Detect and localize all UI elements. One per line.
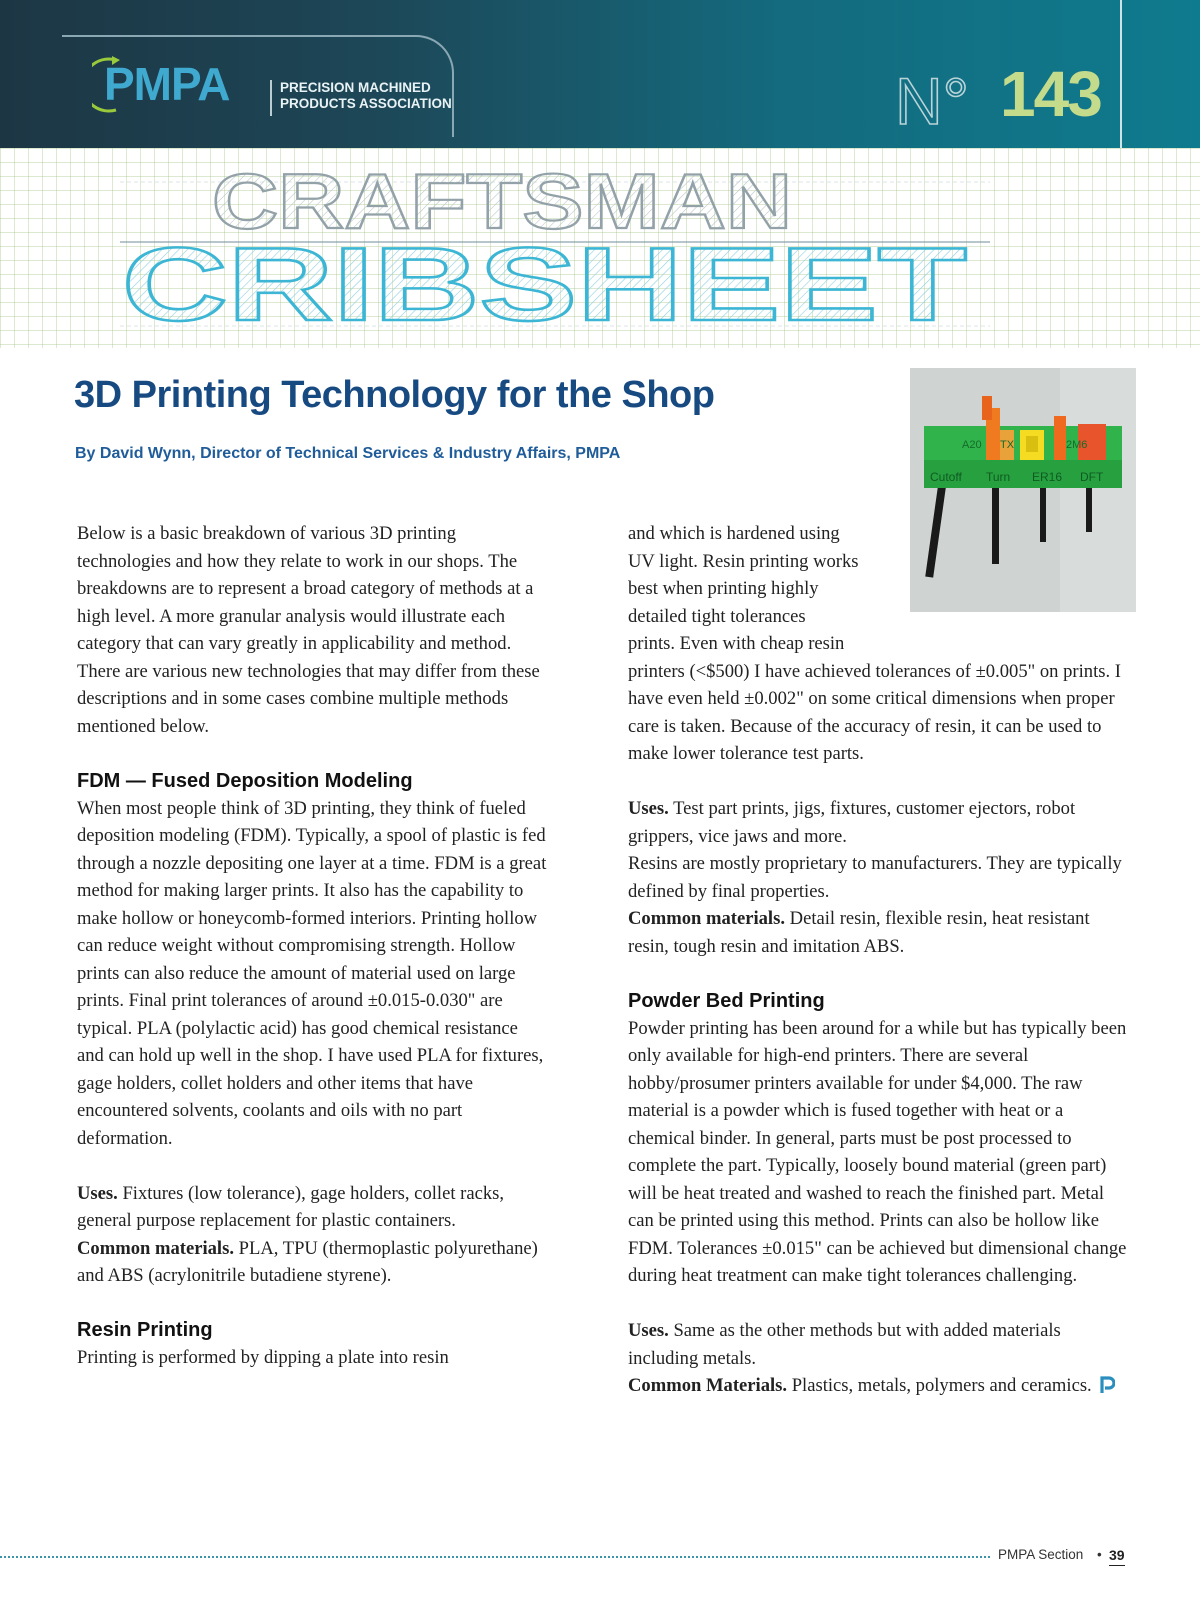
svg-text:Turn: Turn xyxy=(986,470,1011,484)
logo-subtitle xyxy=(280,80,480,112)
svg-text:DFT: DFT xyxy=(1080,470,1104,484)
intro-paragraph: Below is a basic breakdown of various 3D printing technologies and how they relate to work in our shops. The breakdowns are to represent a broad category of methods at a high level. A more granular analysis would illustrate each category that can vary greatly in applicability and method. There are various new technologies that may differ from these descriptions and in some cases combine multiple methods mentioned below. xyxy=(77,523,540,737)
svg-text:ER16: ER16 xyxy=(1032,470,1063,484)
resin-wrap-line: UV light. Resin printing works xyxy=(628,550,859,572)
powder-materials-label: Common Materials. xyxy=(628,1375,788,1396)
powder-materials xyxy=(628,1372,1128,1400)
banner-cribsheet: CRIBSHEET xyxy=(122,227,967,343)
resin-wrap-line: and which is hardened using xyxy=(628,523,840,544)
resin-body-rest: printers (<$500) I have achieved tolerances of ±0.005" on prints. I have even held ±0.002" on some critical dimensions when proper care is taken. Because of the accuracy of resin, it can be used to make lower tolerance test parts. xyxy=(628,660,1121,764)
powder-body: Powder printing has been around for a while but has typically been only available for high-end printers. There are several hobby/prosumer printers available for under $4,000. The raw material is a powder which is fused together with heat or a chemical binder. In general, parts must be post processed to complete the part. Typically, loosely bound material (green part) will be heat treated and washed to reach the finished part. Metal can be printed using this method. Prints can also be hollow like FDM. Tolerances ±0.015" can be achieved but dimensional change during heat treatment can make tight tolerances challenging. xyxy=(628,1017,1127,1286)
issue-label xyxy=(895,62,995,130)
fdm-heading: FDM — Fused Deposition Modeling xyxy=(77,769,413,792)
footer-section-label: PMPA Section xyxy=(998,1547,1084,1562)
banner-craftsman: CRAFTSMAN xyxy=(212,157,792,245)
logo-divider xyxy=(270,80,272,116)
resin-wrap-line: best when printing highly xyxy=(628,578,819,599)
issue-number: 143 xyxy=(1000,58,1101,130)
powder-uses xyxy=(628,1317,1128,1372)
pmpa-logo xyxy=(92,52,272,116)
left-column xyxy=(77,520,547,1372)
resin-wrap-line: prints. Even with cheap resin xyxy=(628,633,845,654)
resin-wrap-line: detailed tight tolerances xyxy=(628,605,806,627)
pmpa-end-mark-icon xyxy=(1100,1376,1115,1394)
resin-materials-text: Detail resin, flexible resin, heat resistant resin, tough resin and imitation ABS. xyxy=(628,908,1090,957)
resin-uses-text: Test part prints, jigs, fixtures, customer ejectors, robot grippers, vice jaws and more. xyxy=(628,798,1076,847)
footer-dotted-rule xyxy=(0,1556,990,1558)
fdm-uses xyxy=(77,1180,547,1235)
craftsman-cribsheet-banner xyxy=(0,148,1200,348)
fdm-materials-text: PLA, TPU (thermoplastic polyurethane) and ABS (acrylonitrile butadiene styrene). xyxy=(77,1237,538,1286)
svg-text:A20: A20 xyxy=(962,439,982,451)
fdm-materials xyxy=(77,1235,547,1290)
right-column xyxy=(628,520,1128,1400)
article-byline: By David Wynn, Director of Technical Services & Industry Affairs, PMPA xyxy=(75,445,621,462)
logo-line-2: PRODUCTS ASSOCIATION xyxy=(280,96,452,111)
resin-wrap-text xyxy=(628,520,1128,658)
resin-uses-label: Uses. xyxy=(628,798,669,819)
resin-materials-label: Common materials. xyxy=(628,908,785,929)
resin-note: Resins are mostly proprietary to manufacturers. They are typically defined by final properties. xyxy=(628,853,1122,902)
svg-text:N°: N° xyxy=(895,64,970,130)
article-title: 3D Printing Technology for the Shop xyxy=(74,374,715,416)
fdm-materials-label: Common materials. xyxy=(77,1237,234,1259)
powder-uses-text: Same as the other methods but with added materials including metals. xyxy=(628,1320,1061,1369)
fdm-body: When most people think of 3D printing, they think of fueled deposition modeling (FDM). Typically, a spool of plastic is fed through a nozzle depositing one layer at a time. FDM is a great method for making larger prints. It also has the capability to make hollow or honeycomb-formed interiors. Printing hollow can reduce weight without compromising strength. Hollow prints can also reduce the amount of material used on large prints. Final print tolerances of around ±0.015-0.030" are typical. PLA (polylactic acid) has good chemical resistance and can hold up well in the shop. I have used PLA for fixtures, gage holders, collet holders and other items that have encountered solvents, coolants and oils with no part deformation. xyxy=(77,797,547,1149)
fdm-uses-text: Fixtures (low tolerance), gage holders, collet racks, general purpose replacement for plastic containers. xyxy=(77,1182,505,1231)
page-number: 39 xyxy=(1109,1545,1125,1566)
svg-text:TX: TX xyxy=(1000,439,1015,451)
powder-uses-label: Uses. xyxy=(628,1320,669,1341)
resin-body-start: Printing is performed by dipping a plate into resin xyxy=(77,1347,449,1368)
svg-text:2M6: 2M6 xyxy=(1066,439,1088,451)
resin-uses xyxy=(628,795,1128,850)
powder-heading: Powder Bed Printing xyxy=(628,989,825,1012)
logo-line-1: PRECISION MACHINED xyxy=(280,80,431,95)
powder-materials-text: Plastics, metals, polymers and ceramics. xyxy=(787,1375,1092,1396)
svg-text:Cutoff: Cutoff xyxy=(930,470,962,484)
resin-materials xyxy=(628,905,1128,960)
resin-heading: Resin Printing xyxy=(77,1319,213,1341)
logo-wordmark: PMPA xyxy=(104,58,230,110)
header-rule xyxy=(1120,0,1122,148)
fdm-uses-label: Uses. xyxy=(77,1182,118,1204)
footer-separator: • xyxy=(1097,1547,1102,1562)
